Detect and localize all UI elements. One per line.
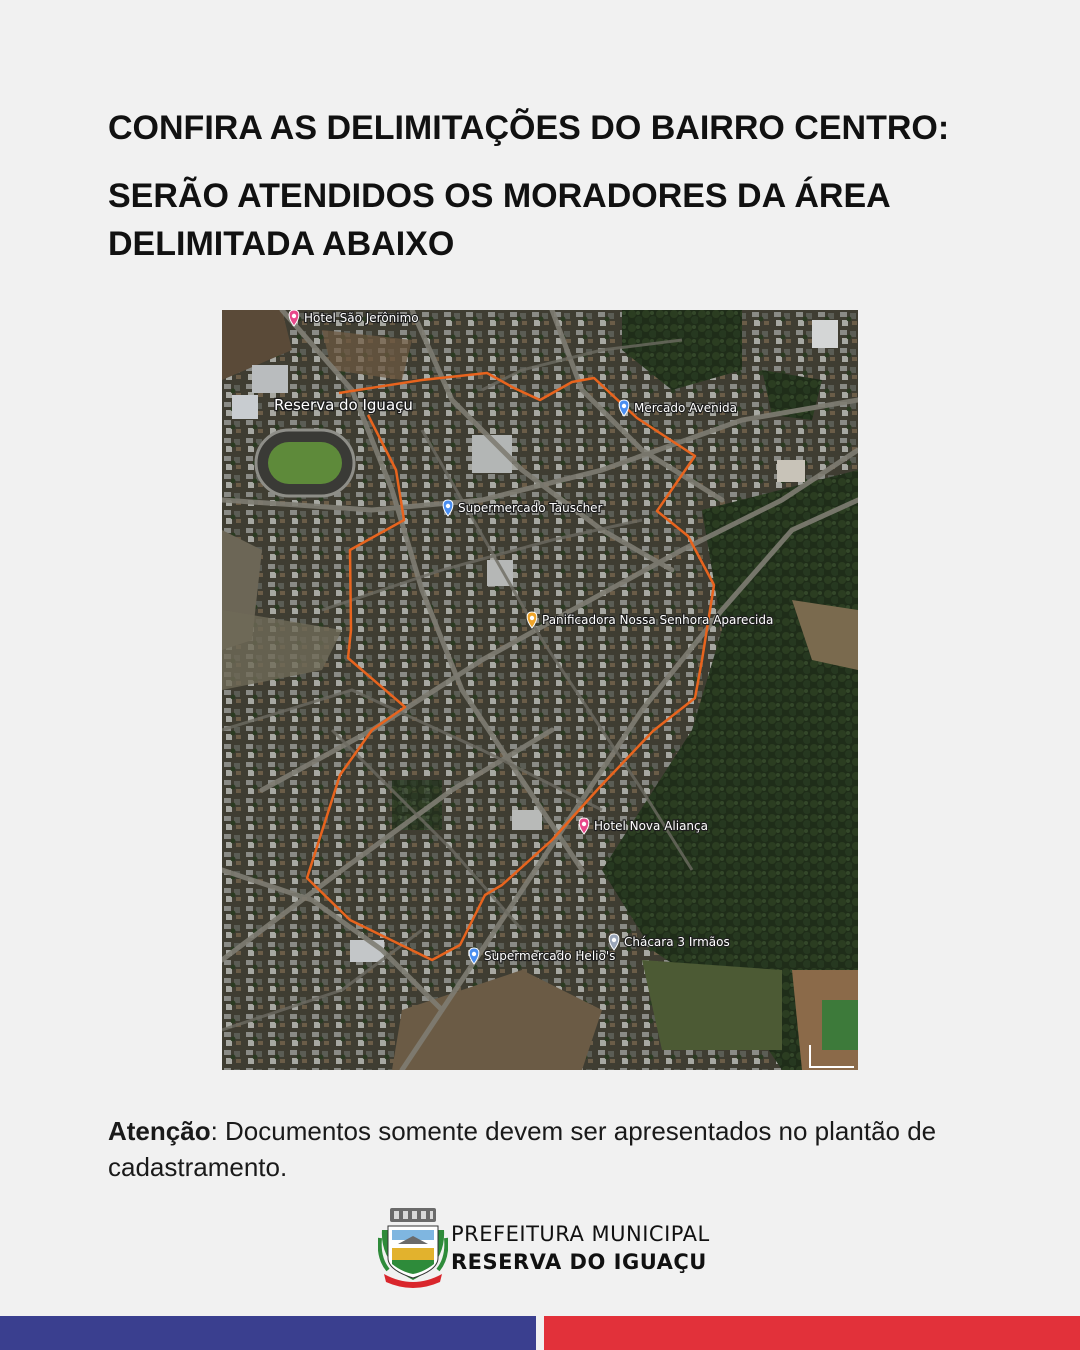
- pin-center-dot: [612, 938, 616, 942]
- page-subtitle: SERÃO ATENDIDOS OS MORADORES DA ÁREA DELIMITADA ABAIXO: [108, 177, 890, 263]
- poi-marker[interactable]: [289, 310, 419, 326]
- pin-center-dot: [582, 822, 586, 826]
- footer-line2: RESERVA DO IGUAÇU: [451, 1250, 707, 1274]
- poi-marker[interactable]: [443, 500, 602, 516]
- map-canvas: [222, 310, 858, 1070]
- pin-center-dot: [472, 952, 476, 956]
- poi-label: Mercado Avenida: [634, 401, 738, 415]
- poi-marker[interactable]: [619, 400, 737, 416]
- page-title: CONFIRA AS DELIMITAÇÕES DO BAIRRO CENTRO:: [108, 109, 950, 147]
- poi-marker[interactable]: [579, 818, 708, 834]
- pin-center-dot: [622, 404, 626, 408]
- poi-label: Hotel Nova Aliança: [594, 819, 708, 833]
- notice-text: : Documentos somente devem ser apresentados no plantão de cadastramento.: [108, 1116, 937, 1182]
- notice-label: Atenção: [108, 1116, 211, 1146]
- municipal-coat-of-arms: [378, 1208, 448, 1288]
- poi-label: Hotel São Jerônimo: [304, 311, 419, 325]
- poi-label: Supermercado Helio's: [484, 949, 616, 963]
- pin-center-dot: [446, 504, 450, 508]
- poi-marker[interactable]: [469, 948, 615, 964]
- poi-marker[interactable]: [527, 612, 773, 628]
- poi-label: Supermercado Tauscher: [458, 501, 603, 515]
- stadium: [256, 430, 354, 496]
- footer-bar-blue: [0, 1316, 536, 1350]
- poi-marker[interactable]: [609, 934, 730, 950]
- footer-brand: [451, 1220, 710, 1276]
- pin-center-dot: [292, 314, 296, 318]
- notice: [108, 1113, 988, 1185]
- town-label: Reserva do Iguaçu: [274, 396, 413, 414]
- poi-label: Chácara 3 Irmãos: [624, 935, 730, 949]
- poi-label: Panificadora Nossa Senhora Aparecida: [542, 613, 774, 627]
- footer-line1: PREFEITURA MUNICIPAL: [451, 1222, 710, 1246]
- pin-center-dot: [530, 616, 534, 620]
- footer-bar-red: [544, 1316, 1080, 1350]
- satellite-map[interactable]: [222, 310, 858, 1070]
